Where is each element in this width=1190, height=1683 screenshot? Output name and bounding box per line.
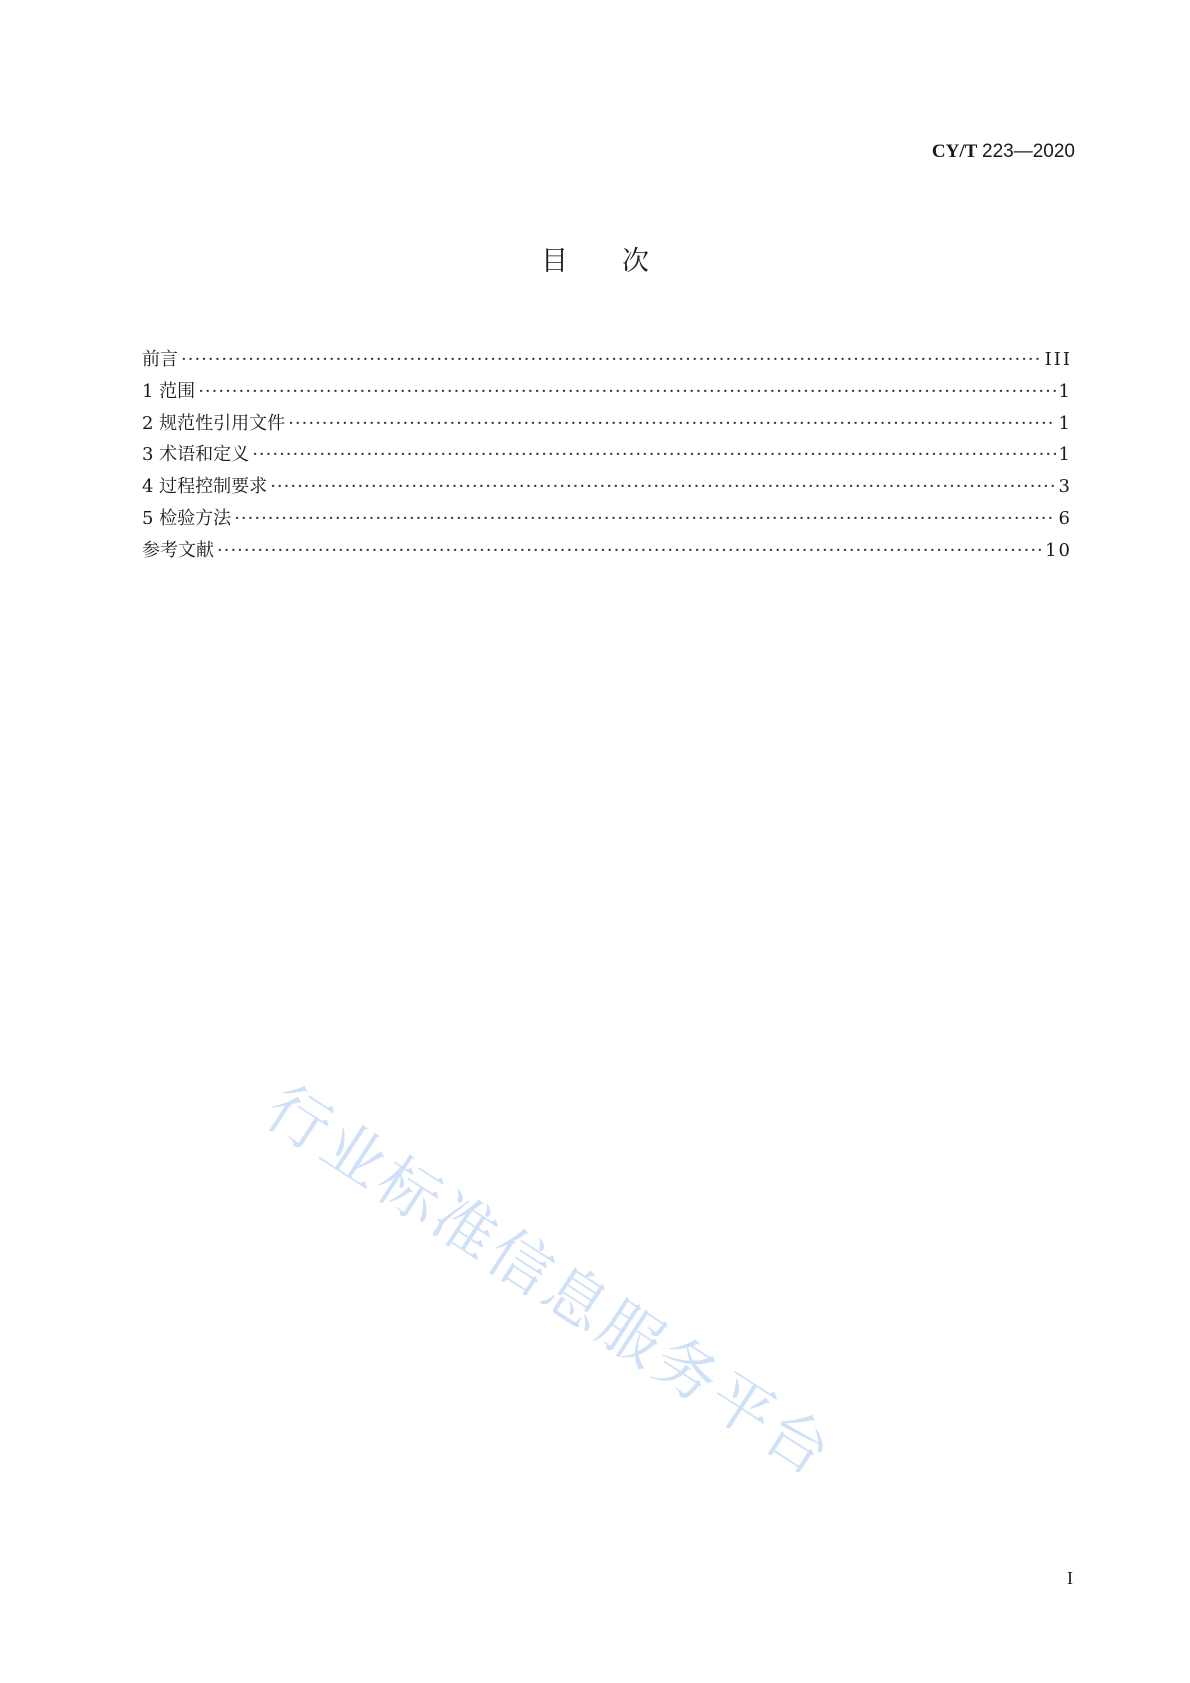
toc-dot-leader bbox=[217, 535, 1042, 567]
toc-dot-leader bbox=[234, 503, 1055, 535]
toc-entry-foreword[interactable] bbox=[142, 344, 1072, 376]
standard-code-number: 223—2020 bbox=[982, 141, 1075, 162]
standard-code bbox=[932, 140, 1075, 164]
toc-entry-process-control[interactable] bbox=[142, 471, 1072, 503]
toc-title: 目次 bbox=[541, 246, 703, 277]
toc-entry-bibliography[interactable] bbox=[142, 535, 1072, 567]
toc-entry-page: 10 bbox=[1045, 539, 1072, 561]
toc-entry-scope[interactable] bbox=[142, 376, 1072, 408]
toc-entry-page: 3 bbox=[1058, 476, 1072, 498]
toc-entry-inspection-methods[interactable] bbox=[142, 503, 1072, 535]
toc-entry-label: 前言 bbox=[142, 349, 178, 370]
toc-entry-label: 2 规范性引用文件 bbox=[142, 412, 286, 434]
toc-entry-label: 3 术语和定义 bbox=[142, 444, 250, 466]
toc-entry-page: III bbox=[1044, 349, 1072, 370]
toc-entry-label: 4 过程控制要求 bbox=[142, 476, 268, 498]
toc-entry-label: 5 检验方法 bbox=[142, 507, 232, 529]
standard-code-prefix: CY/T bbox=[931, 141, 978, 162]
toc-dot-leader bbox=[288, 408, 1055, 440]
toc-entry-page: 1 bbox=[1058, 380, 1072, 402]
toc-entry-page: 1 bbox=[1058, 412, 1072, 434]
toc-entry-label: 参考文献 bbox=[142, 539, 214, 561]
toc-dot-leader bbox=[252, 439, 1055, 471]
page-number: I bbox=[1067, 1568, 1073, 1588]
table-of-contents bbox=[142, 344, 1072, 567]
toc-entry-normative-references[interactable] bbox=[142, 408, 1072, 440]
watermark: 行业标准信息服务平台 bbox=[253, 1070, 847, 1492]
toc-entry-page: 1 bbox=[1058, 444, 1072, 466]
toc-dot-leader bbox=[270, 471, 1055, 503]
toc-entry-page: 6 bbox=[1058, 507, 1072, 529]
toc-dot-leader bbox=[198, 376, 1055, 408]
toc-entry-label: 1 范围 bbox=[142, 380, 196, 402]
toc-entry-terms-definitions[interactable] bbox=[142, 439, 1072, 471]
toc-dot-leader bbox=[181, 344, 1042, 376]
